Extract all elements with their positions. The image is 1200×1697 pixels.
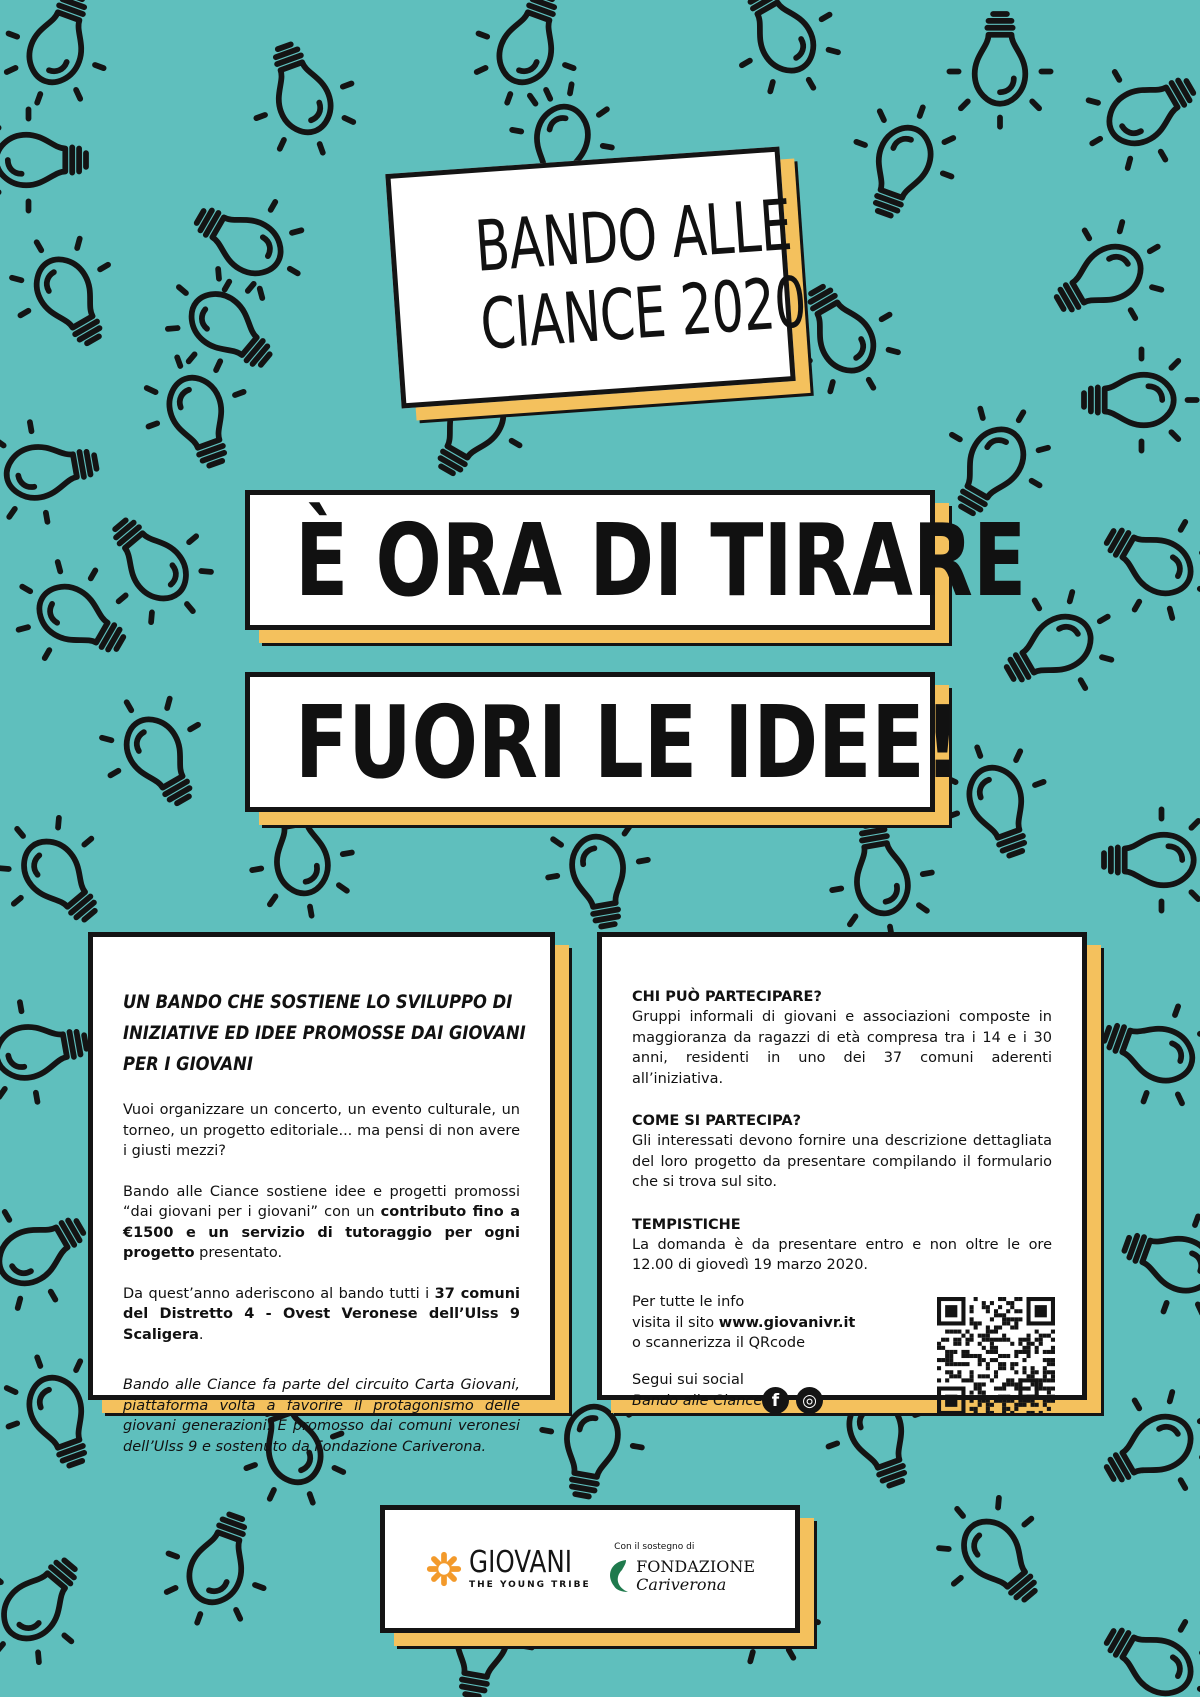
giovani-flower-icon [425,1550,463,1588]
title-line-2: CIANCE 2020 [477,260,809,366]
section-how [632,1111,1052,1193]
about-heading: UN BANDO CHE SOSTIENE LO SVILUPPO DI INIZIATIVE ED IDEE PROMOSSE DAI GIOVANI PER I GIOVANI [123,991,526,1075]
social-line-1: Segui sui social [632,1372,744,1388]
giovani-tagline: THE YOUNG TRIBE [469,1580,591,1590]
section-body: La domanda è da presentare entro e non oltre le ore 12.00 di giovedì 19 marzo 2020. [632,1236,1052,1273]
social-handle: Bando alle Ciance [632,1392,763,1409]
website-link[interactable]: www.giovanivr.it [718,1314,856,1331]
headline-banner-1 [245,490,1027,630]
section-title: TEMPISTICHE [632,1216,741,1233]
sponsor-label: Con il sostegno di [614,1542,695,1552]
info-line-1: Per tutte le info [632,1294,745,1310]
about-paragraph-2: Bando alle Ciance sostiene idee e progetti promossi “dai giovani per i giovani” con un contributo fino a €1500 e un servizio di tutoraggio per ogni progetto presentato. [123,1183,520,1261]
facebook-icon[interactable]: f [762,1387,789,1414]
sponsor-block [604,1542,755,1596]
title-line-1: BANDO ALLE [472,183,794,288]
section-body: Gli interessati devono fornire una descrizione dettagliata del loro progetto da presentare compilando il formulario che si trova sul sito. [632,1133,1052,1190]
fondazione-logo [604,1556,755,1596]
info-line-2: visita il sito www.giovanivr.it [632,1314,856,1331]
about-card [88,932,555,1455]
headline-line-1: È ORA DI TIRARE [295,501,1027,619]
headline-banner-2 [245,672,961,812]
social-block [632,1370,762,1411]
instagram-icon[interactable]: ◎ [796,1387,823,1414]
sponsor-footer [380,1505,800,1633]
about-paragraph-4: Bando alle Ciance fa parte del circuito Carta Giovani, piattaforma volta a favorire il protagonismo delle giovani generazioni. È promosso dai comuni veronesi dell’Ulss 9 e sostenuto da Fondazione Cariverona. [123,1377,520,1455]
info-block [632,1292,855,1354]
fondazione-name: FONDAZIONE [636,1557,755,1576]
title-card [385,147,809,409]
about-paragraph-3: Da quest’anno aderiscono al bando tutti i 37 comuni del Distretto 4 - Ovest Veronese dell’Ulss 9 Scaligera. [123,1285,520,1343]
about-paragraph-1: Vuoi organizzare un concerto, un evento culturale, un torneo, un progetto editoriale... ma pensi di non avere i giusti mezzi? [123,1102,520,1159]
section-timing [632,1215,1052,1276]
section-title: CHI PUÒ PARTECIPARE? [632,989,822,1005]
fondazione-leaf-icon [604,1556,634,1596]
details-card [597,932,1087,1411]
giovani-name: GIOVANI [469,1545,572,1580]
giovani-logo [425,1545,595,1590]
info-line-3: o scannerizza il QRcode [632,1335,806,1351]
qr-code-icon[interactable] [937,1297,1055,1415]
fondazione-subname: Cariverona [636,1575,727,1594]
section-title: COME SI PARTECIPA? [632,1113,802,1129]
section-body: Gruppi informali di giovani e associazioni composte in maggioranza da ragazzi di età compresa tra i 14 e i 30 anni, residenti in uno dei 37 comuni aderenti all’iniziativa. [632,1009,1052,1087]
section-who [632,987,1052,1089]
headline-line-2: FUORI LE IDEE! [295,683,961,801]
